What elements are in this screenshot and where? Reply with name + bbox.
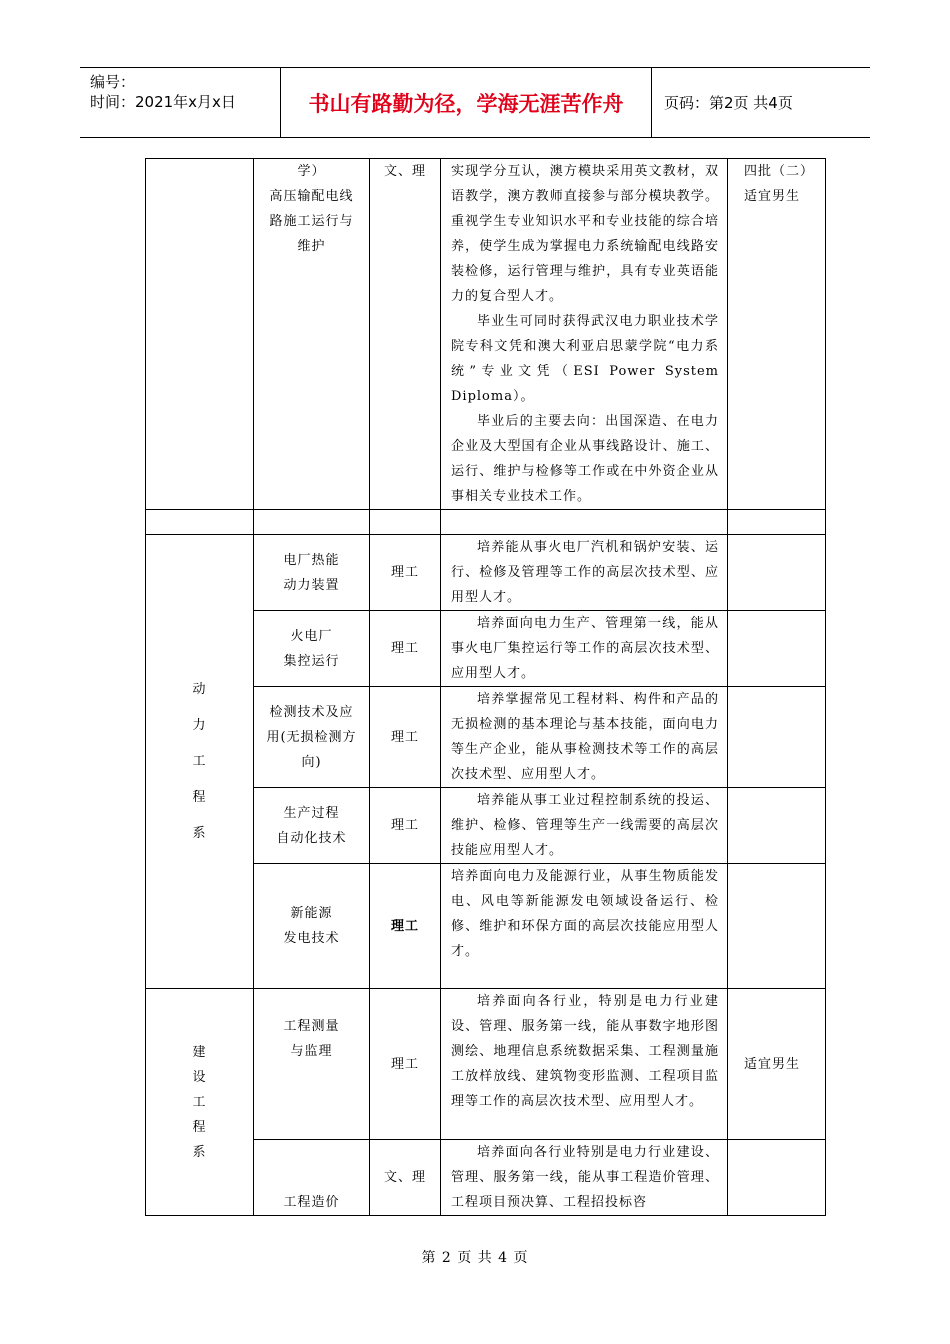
major-cell bbox=[254, 611, 370, 687]
description-cell: 培养面向各行业特别是电力行业建设、管理、服务第一线，能从事工程造价管理、工程项目预决算、工程招投标咨 bbox=[441, 1140, 728, 1216]
major-line: 集控运行 bbox=[283, 653, 340, 669]
dept-char: 动 bbox=[192, 682, 207, 697]
major-cell bbox=[254, 864, 370, 989]
page-header bbox=[80, 67, 870, 138]
major-line: 与监理 bbox=[290, 1044, 333, 1059]
desc-paragraph: 毕业生可同时获得武汉电力职业技术学院专科文凭和澳大利亚启思蒙学院“电力系统”专业文凭（ESI Power System Diploma）。 bbox=[451, 314, 719, 404]
empty-cell bbox=[728, 510, 826, 535]
description-cell: 培养面向各行业，特别是电力行业建设、管理、服务第一线，能从事数字地形图测绘、地理信息系统数据采集、工程测量施工放样放线、建筑物变形监测、工程项目监理等工作的高层次技术型、应用型人才。 bbox=[441, 989, 728, 1140]
dept-char: 程 bbox=[192, 790, 207, 805]
empty-cell bbox=[441, 510, 728, 535]
major-line: 高压输配电线 bbox=[269, 189, 354, 204]
dept-char: 力 bbox=[192, 718, 207, 733]
dept-char: 设 bbox=[192, 1069, 207, 1085]
major-line: 自动化技术 bbox=[276, 830, 347, 846]
major-line: 火电厂 bbox=[290, 628, 333, 644]
header-motto: 书山有路勤为径，学海无涯苦作舟 bbox=[281, 68, 652, 137]
major-line: 发电技术 bbox=[283, 931, 340, 946]
empty-cell bbox=[370, 510, 441, 535]
dept-char: 系 bbox=[192, 1144, 207, 1160]
dept-char: 工 bbox=[192, 754, 207, 769]
note-line: 四批（二） bbox=[744, 164, 815, 179]
major-cell bbox=[254, 535, 370, 611]
major-line: 新能源 bbox=[290, 906, 333, 921]
desc-paragraph: 实现学分互认，澳方模块采用英文教材，双语教学，澳方教师直接参与部分模块教学。重视学生专业知识水平和专业技能的综合培养，使学生成为掌握电力系统输配电线路安装检修，运行管理与维护，具有专业英语能力的复合型人才。 bbox=[451, 164, 719, 304]
description-cell: 培养面向电力及能源行业，从事生物质能发电、风电等新能源发电领域设备运行、检修、维护和环保方面的高层次技能应用型人才。 bbox=[441, 864, 728, 989]
dept-char: 工 bbox=[192, 1094, 207, 1110]
major-cell bbox=[254, 687, 370, 788]
code-label: 编号： bbox=[90, 73, 136, 91]
note-cell bbox=[728, 159, 826, 510]
dept-construction-engineering bbox=[146, 989, 254, 1216]
note-cell: 适宜男生 bbox=[728, 989, 826, 1140]
major-line: 检测技术及应 bbox=[269, 704, 354, 720]
major-cell bbox=[254, 159, 370, 510]
major-line: 学） bbox=[297, 164, 326, 179]
description-cell: 培养能从事工业过程控制系统的投运、维护、检修、管理等生产一线需要的高层次技能应用型人才。 bbox=[441, 788, 728, 864]
major-cell bbox=[254, 989, 370, 1140]
time-label: 时间：2021年x月x日 bbox=[90, 93, 236, 111]
note-cell bbox=[728, 687, 826, 788]
dept-char: 程 bbox=[192, 1119, 207, 1135]
table-row bbox=[146, 535, 826, 611]
desc-paragraph: 毕业后的主要去向：出国深造、在电力企业及大型国有企业从事线路设计、施工、运行、维护与检修等工作或在中外资企业从事相关专业技术工作。 bbox=[451, 414, 719, 504]
description-cell bbox=[441, 159, 728, 510]
table-row bbox=[146, 159, 826, 510]
header-page: 页码：第2页 共4页 bbox=[664, 94, 793, 112]
header-meta bbox=[80, 68, 281, 137]
note-cell bbox=[728, 1140, 826, 1216]
note-cell bbox=[728, 864, 826, 989]
table-row bbox=[146, 510, 826, 535]
major-line: 电厂热能 bbox=[283, 552, 340, 568]
page-footer: 第 2 页 共 4 页 bbox=[421, 1250, 529, 1266]
major-line: 维护 bbox=[297, 239, 326, 254]
subject-cell: 文、理 bbox=[370, 1140, 441, 1216]
dept-char: 系 bbox=[192, 826, 207, 841]
major-line: 路施工运行与 bbox=[269, 214, 354, 229]
description-cell: 培养面向电力生产、管理第一线，能从事火电厂集控运行等工作的高层次技术型、应用型人才。 bbox=[441, 611, 728, 687]
table-row bbox=[146, 989, 826, 1140]
major-line: 用(无损检测方 bbox=[266, 729, 357, 745]
dept-char: 建 bbox=[192, 1044, 207, 1060]
subject-cell: 理工 bbox=[370, 864, 441, 989]
major-line: 动力装置 bbox=[283, 577, 340, 593]
dept-cell bbox=[146, 510, 254, 535]
note-cell bbox=[728, 611, 826, 687]
subject-cell: 文、理 bbox=[370, 159, 441, 510]
note-cell bbox=[728, 535, 826, 611]
subject-cell: 理工 bbox=[370, 535, 441, 611]
note-line: 适宜男生 bbox=[744, 189, 801, 204]
major-line: 向) bbox=[301, 754, 322, 770]
major-cell bbox=[254, 788, 370, 864]
description-cell: 培养能从事火电厂汽机和锅炉安装、运行、检修及管理等工作的高层次技术型、应用型人才。 bbox=[441, 535, 728, 611]
note-cell bbox=[728, 788, 826, 864]
subject-cell: 理工 bbox=[370, 687, 441, 788]
description-cell: 培养掌握常见工程材料、构件和产品的无损检测的基本理论与基本技能，面向电力等生产企业，能从事检测技术等工作的高层次技术型、应用型人才。 bbox=[441, 687, 728, 788]
dept-cell bbox=[146, 159, 254, 510]
major-line: 工程测量 bbox=[283, 1019, 340, 1034]
major-line: 生产过程 bbox=[283, 805, 340, 821]
subject-cell: 理工 bbox=[370, 611, 441, 687]
subject-cell: 理工 bbox=[370, 989, 441, 1140]
major-cell: 工程造价 bbox=[254, 1140, 370, 1216]
dept-power-engineering bbox=[146, 535, 254, 989]
subject-cell: 理工 bbox=[370, 788, 441, 864]
empty-cell bbox=[254, 510, 370, 535]
majors-table bbox=[145, 158, 826, 1216]
